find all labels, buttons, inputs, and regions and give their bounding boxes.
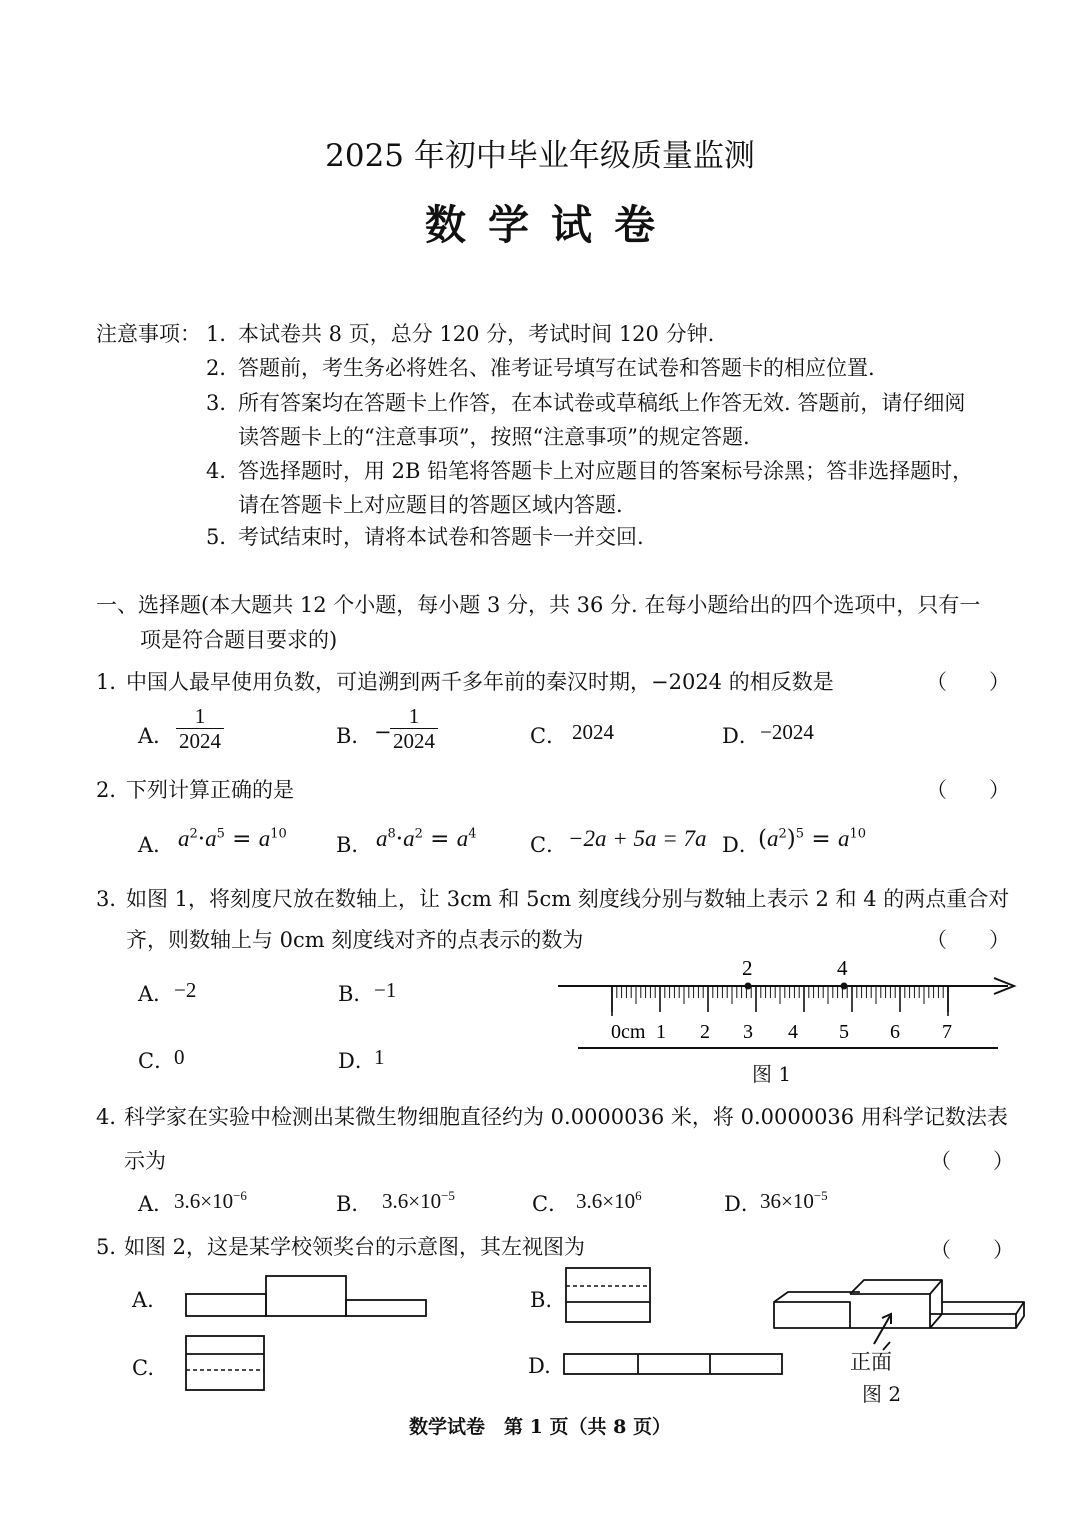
q1-option-c-label: C． xyxy=(530,724,568,748)
q4-number: 4． xyxy=(96,1105,131,1129)
q2-option-b[interactable]: $a^8\cdot a^2 = a^4$ xyxy=(376,826,477,852)
notice-label: 注意事项： xyxy=(96,322,201,346)
subject-title: 数学试卷 xyxy=(425,201,677,249)
q3-option-a-label: A． xyxy=(138,982,175,1006)
q5-option-a-label: A. xyxy=(132,1288,154,1312)
q1-a-numerator: 1 xyxy=(176,704,224,729)
q4-option-c-label: C． xyxy=(532,1192,570,1216)
q4-option-c[interactable]: $3.6\times 10^6$ xyxy=(576,1188,642,1213)
q3-text-line2: 齐，则数轴上与 0cm 刻度线对齐的点表示的数为 xyxy=(126,928,584,952)
q1-option-b-sign: − xyxy=(374,720,392,744)
page-footer: 数学试卷 第 1 页（共 8 页） xyxy=(409,1416,671,1438)
q1-b-denominator: 2024 xyxy=(393,729,435,754)
q4-option-d[interactable]: $36\times 10^{-5}$ xyxy=(760,1188,828,1213)
q1-answer-paren: （ ） xyxy=(926,670,1010,694)
q5-option-a-figure[interactable] xyxy=(184,1272,432,1322)
notice-item-2-text: 答题前，考生务必将姓名、准考证号填写在试卷和答题卡的相应位置. xyxy=(238,356,875,380)
ruler-label-2: 2 xyxy=(700,1021,710,1043)
q3-option-d[interactable]: 1 xyxy=(374,1045,385,1069)
ruler-label-5: 5 xyxy=(839,1021,849,1043)
q4-option-a-label: A． xyxy=(138,1192,175,1216)
q3-text-line1: 如图 1，将刻度尺放在数轴上，让 3cm 和 5cm 刻度线分别与数轴上表示 2 和 4 的两点重合对 xyxy=(126,887,1010,911)
q1-number: 1． xyxy=(96,670,131,694)
q4-option-a[interactable]: $3.6\times 10^{-6}$ xyxy=(174,1188,247,1213)
axis-point-4 xyxy=(841,983,848,990)
q4-answer-paren: （ ） xyxy=(930,1149,1014,1173)
notice-item-5-num: 5． xyxy=(206,525,241,549)
section1-heading-line1: 一、选择题(本大题共 12 个小题，每小题 3 分，共 36 分. 在每小题给出的四个选项中，只有一 xyxy=(96,593,981,617)
figure-1-caption: 图 1 xyxy=(752,1062,792,1086)
q5-number: 5． xyxy=(96,1235,131,1259)
notice-item-5-text: 考试结束时，请将本试卷和答题卡一并交回. xyxy=(238,525,644,549)
q3-option-c-label: C． xyxy=(138,1049,176,1073)
ruler-label-4: 4 xyxy=(788,1021,798,1043)
q2-option-a[interactable]: $a^2\cdot a^5 = a^{10}$ xyxy=(178,826,287,852)
exam-title: 2025 年初中毕业年级质量监测 xyxy=(325,138,755,174)
q1-option-a-fraction[interactable] xyxy=(176,704,224,753)
q5-option-d-figure[interactable] xyxy=(562,1350,788,1378)
notice-item-4-text-line1: 答选择题时，用 2B 铅笔将答题卡上对应题目的答案标号涂黑；答非选择题时， xyxy=(238,459,974,483)
section1-heading-line2: 项是符合题目要求的) xyxy=(140,628,338,652)
notice-item-3-text-line2: 读答题卡上的“注意事项”，按照“注意事项”的规定答题. xyxy=(238,425,750,449)
ruler-label-0cm: 0cm xyxy=(611,1021,646,1043)
figure-2-podium xyxy=(770,1272,1030,1352)
ruler-label-1: 1 xyxy=(656,1021,666,1043)
q2-option-d[interactable]: $(a^2)^5 = a^{10}$ xyxy=(758,826,866,852)
q3-answer-paren: （ ） xyxy=(926,928,1010,952)
q5-option-c-figure[interactable] xyxy=(184,1334,270,1394)
q5-answer-paren: （ ） xyxy=(930,1238,1014,1262)
q2-option-b-label: B． xyxy=(336,833,373,857)
notice-item-4-num: 4． xyxy=(206,459,241,483)
q4-text-line2: 示为 xyxy=(124,1149,166,1173)
q3-option-c[interactable]: 0 xyxy=(174,1045,185,1069)
notice-item-2-num: 2． xyxy=(206,356,241,380)
figure-2-front-label: 正面 xyxy=(850,1350,892,1374)
q4-text-line1: 科学家在实验中检测出某微生物细胞直径约为 0.0000036 米，将 0.0000036 用科学记数法表 xyxy=(124,1105,1008,1129)
q3-option-b[interactable]: −1 xyxy=(374,978,397,1002)
notice-item-3-text-line1: 所有答案均在答题卡上作答，在本试卷或草稿纸上作答无效. 答题前，请仔细阅 xyxy=(238,391,966,415)
ruler-ticks xyxy=(612,986,948,1012)
q2-text: 下列计算正确的是 xyxy=(126,778,294,802)
q4-option-b-label: B． xyxy=(336,1192,373,1216)
axis-point-2 xyxy=(745,983,752,990)
notice-item-3-num: 3． xyxy=(206,391,241,415)
q5-option-d-label: D. xyxy=(528,1354,551,1378)
q2-answer-paren: （ ） xyxy=(926,778,1010,802)
q1-option-d[interactable]: −2024 xyxy=(760,720,814,744)
q3-option-a[interactable]: −2 xyxy=(174,978,197,1002)
q1-option-b-label: B． xyxy=(336,724,373,748)
q3-option-d-label: D． xyxy=(338,1049,376,1073)
notice-item-1-text: 本试卷共 8 页，总分 120 分，考试时间 120 分钟. xyxy=(238,322,715,346)
q3-option-b-label: B． xyxy=(338,982,375,1006)
q1-text: 中国人最早使用负数，可追溯到两千多年前的秦汉时期，−2024 的相反数是 xyxy=(126,670,834,694)
axis-label-4: 4 xyxy=(837,956,848,980)
q1-option-c[interactable]: 2024 xyxy=(572,720,614,744)
q2-option-a-label: A． xyxy=(138,833,175,857)
q1-option-a-label: A． xyxy=(138,724,175,748)
q1-a-denominator: 2024 xyxy=(179,729,221,754)
notice-item-1-num: 1． xyxy=(206,322,241,346)
q1-option-b-fraction[interactable] xyxy=(390,704,438,753)
ruler-label-6: 6 xyxy=(890,1021,900,1043)
q5-option-b-label: B. xyxy=(530,1288,553,1312)
notice-item-4-text-line2: 请在答题卡上对应题目的答题区域内答题. xyxy=(238,493,623,517)
axis-label-2: 2 xyxy=(742,956,753,980)
q2-option-c-label: C． xyxy=(530,833,568,857)
q4-option-d-label: D． xyxy=(724,1192,762,1216)
q4-option-b[interactable]: $3.6\times 10^{-5}$ xyxy=(382,1188,455,1213)
q1-b-numerator: 1 xyxy=(390,704,438,729)
q5-text: 如图 2，这是某学校领奖台的示意图，其左视图为 xyxy=(124,1235,586,1259)
arrow-up-icon xyxy=(870,1310,900,1350)
q3-number: 3． xyxy=(96,887,131,911)
q2-option-d-label: D． xyxy=(722,833,760,857)
q5-option-b-figure[interactable] xyxy=(564,1266,656,1328)
q2-number: 2． xyxy=(96,778,131,802)
q5-option-c-label: C. xyxy=(132,1356,154,1380)
q2-option-c[interactable]: −2a + 5a = 7a xyxy=(568,826,707,851)
ruler-label-7: 7 xyxy=(942,1021,952,1043)
q1-option-d-label: D． xyxy=(722,724,760,748)
figure-2-caption: 图 2 xyxy=(862,1382,902,1406)
ruler-label-3: 3 xyxy=(743,1021,753,1043)
